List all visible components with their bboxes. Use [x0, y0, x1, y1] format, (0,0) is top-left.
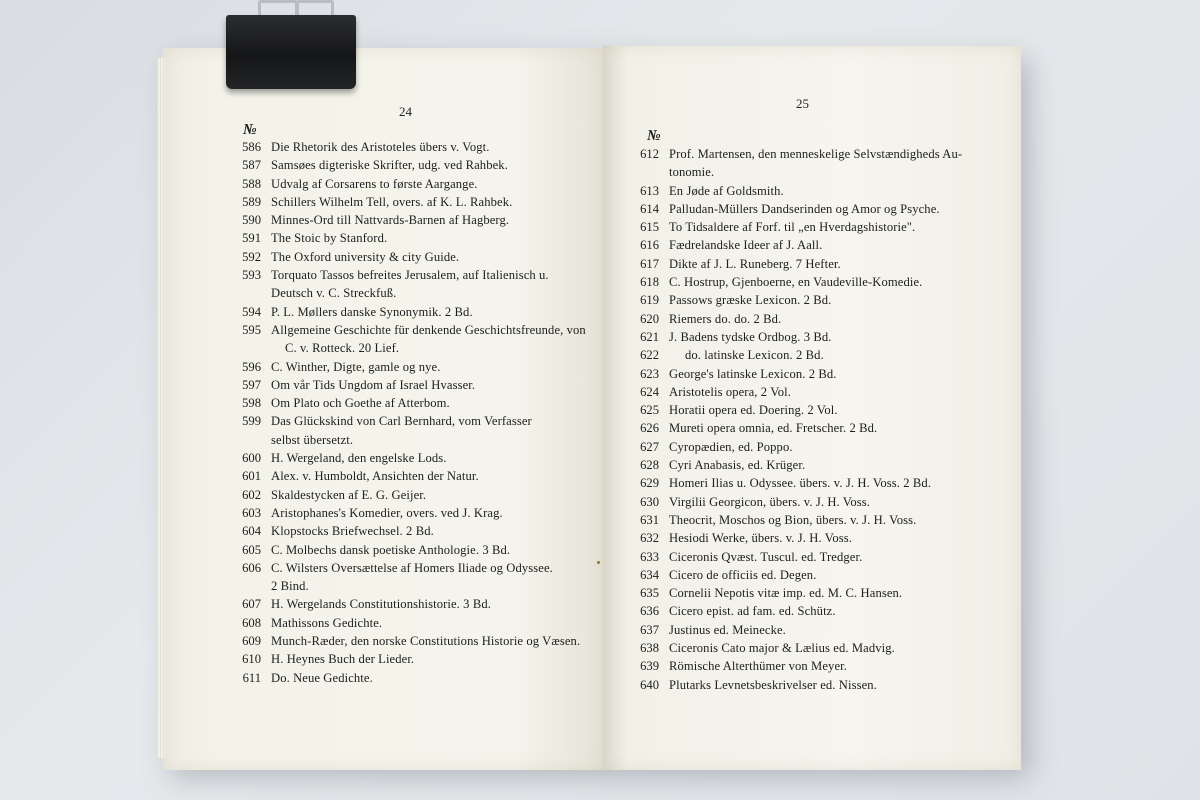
- catalog-entry: [235, 177, 595, 195]
- entry-title: Ciceronis Cato major & Lælius ed. Madvig.: [669, 641, 895, 656]
- entry-title: Mathissons Gedichte.: [271, 615, 383, 630]
- entry-title: do. latinske Lexicon. 2 Bd.: [685, 348, 824, 363]
- entry-number: 609: [242, 634, 261, 649]
- catalog-entry: [235, 561, 595, 579]
- left-entry-list: [235, 140, 595, 689]
- entry-number: 638: [640, 641, 659, 656]
- entry-number: 615: [640, 220, 659, 235]
- entry-title: Cyropædien, ed. Poppo.: [669, 439, 793, 454]
- entry-number: 588: [242, 176, 261, 191]
- entry-number: 586: [242, 140, 261, 154]
- catalog-entry: [633, 184, 1013, 202]
- entry-title: Dikte af J. L. Runeberg. 7 Hefter.: [669, 256, 841, 271]
- entry-number: 629: [640, 476, 659, 491]
- catalog-entry: [235, 341, 595, 359]
- entry-title: Schillers Wilhelm Tell, overs. af K. L. Rahbek.: [271, 194, 513, 209]
- entry-title: 2 Bind.: [271, 579, 309, 594]
- binder-clip: [226, 15, 356, 89]
- entry-number: 603: [242, 505, 261, 520]
- entry-number: 625: [640, 403, 659, 418]
- catalog-entry: [633, 568, 1013, 586]
- entry-number: 626: [640, 421, 659, 436]
- catalog-entry: [633, 275, 1013, 293]
- entry-title: Palludan-Müllers Dandserinden og Amor og Psyche.: [669, 201, 940, 216]
- entry-number: 610: [242, 652, 261, 667]
- entry-number: 612: [640, 147, 659, 161]
- entry-title: H. Wergeland, den engelske Lods.: [271, 451, 447, 466]
- entry-title: Skaldestycken af E. G. Geijer.: [271, 487, 427, 502]
- entry-title: Riemers do. do. 2 Bd.: [669, 311, 782, 326]
- entry-title: Cornelii Nepotis vitæ imp. ed. M. C. Hansen.: [669, 586, 903, 601]
- catalog-entry: [633, 531, 1013, 549]
- catalog-entry: [633, 678, 1013, 696]
- entry-title: J. Badens tydske Ordbog. 3 Bd.: [669, 329, 832, 344]
- entry-title: The Oxford university & city Guide.: [271, 249, 460, 264]
- entry-number: 616: [640, 238, 659, 253]
- entry-number: 605: [242, 542, 261, 557]
- catalog-entry: [633, 458, 1013, 476]
- catalog-entry: [633, 348, 1013, 366]
- catalog-entry: [633, 604, 1013, 622]
- entry-number: 617: [640, 256, 659, 271]
- catalog-entry: [235, 250, 595, 268]
- catalog-entry: [633, 495, 1013, 513]
- entry-number: 604: [242, 524, 261, 539]
- entry-title: tonomie.: [669, 165, 715, 180]
- catalog-entry: [235, 597, 595, 615]
- entry-number: 640: [640, 677, 659, 692]
- entry-number: 623: [640, 366, 659, 381]
- entry-title: H. Heynes Buch der Lieder.: [271, 652, 415, 667]
- entry-number: 634: [640, 567, 659, 582]
- catalog-entry: [235, 414, 595, 432]
- entry-title: Virgilii Georgicon, übers. v. J. H. Voss.: [669, 494, 870, 509]
- entry-number: 594: [242, 304, 261, 319]
- entry-number: 593: [242, 268, 261, 283]
- entry-number: 628: [640, 458, 659, 473]
- entry-number: 601: [242, 469, 261, 484]
- catalog-entry: [235, 231, 595, 249]
- entry-title: Justinus ed. Meinecke.: [669, 622, 786, 637]
- catalog-entry: [235, 158, 595, 176]
- catalog-entry: [633, 641, 1013, 659]
- catalog-entry: [633, 550, 1013, 568]
- entry-title: C. v. Rotteck. 20 Lief.: [285, 341, 400, 356]
- entry-title: Alex. v. Humboldt, Ansichten der Natur.: [271, 469, 479, 484]
- entry-number: 620: [640, 311, 659, 326]
- entry-number: 587: [242, 158, 261, 173]
- catalog-entry: [633, 586, 1013, 604]
- entry-number: 614: [640, 201, 659, 216]
- entry-title: Cicero de officiis ed. Degen.: [669, 567, 817, 582]
- entry-number: 637: [640, 622, 659, 637]
- entry-title: Homeri Ilias u. Odyssee. übers. v. J. H. Voss. 2 Bd.: [669, 476, 932, 491]
- entry-number: 619: [640, 293, 659, 308]
- entry-title: The Stoic by Stanford.: [271, 231, 388, 246]
- catalog-entry: [633, 403, 1013, 421]
- catalog-entry: [235, 140, 595, 158]
- right-number-sign: №: [647, 128, 661, 144]
- entry-title: En Jøde af Goldsmith.: [669, 183, 784, 198]
- catalog-entry: [235, 195, 595, 213]
- catalog-entry: [633, 476, 1013, 494]
- entry-title: Torquato Tassos befreites Jerusalem, auf Italienisch u.: [271, 268, 549, 283]
- left-page-number: 24: [399, 104, 412, 119]
- catalog-entry: [235, 433, 595, 451]
- entry-number: 627: [640, 439, 659, 454]
- entry-title: Römische Alterthümer von Meyer.: [669, 659, 847, 674]
- entry-title: Cicero epist. ad fam. ed. Schütz.: [669, 604, 836, 619]
- catalog-entry: [235, 488, 595, 506]
- entry-number: 597: [242, 377, 261, 392]
- entry-title: Mureti opera omnia, ed. Fretscher. 2 Bd.: [669, 421, 878, 436]
- catalog-entry: [235, 286, 595, 304]
- entry-number: 613: [640, 183, 659, 198]
- entry-number: 598: [242, 396, 261, 411]
- catalog-entry: [235, 469, 595, 487]
- entry-number: 595: [242, 322, 261, 337]
- entry-number: 631: [640, 512, 659, 527]
- catalog-entry: [633, 440, 1013, 458]
- entry-title: Das Glückskind von Carl Bernhard, vom Verfasser: [271, 414, 532, 429]
- catalog-entry: [633, 513, 1013, 531]
- entry-title: Horatii opera ed. Doering. 2 Vol.: [669, 403, 838, 418]
- catalog-entry: [633, 293, 1013, 311]
- entry-title: Do. Neue Gedichte.: [271, 670, 373, 685]
- entry-title: Hesiodi Werke, übers. v. J. H. Voss.: [669, 531, 852, 546]
- catalog-entry: [235, 213, 595, 231]
- entry-number: 592: [242, 249, 261, 264]
- entry-title: To Tidsaldere af Forf. til „en Hverdagshistorie".: [669, 220, 916, 235]
- entry-title: C. Winther, Digte, gamle og nye.: [271, 359, 441, 374]
- catalog-entry: [633, 385, 1013, 403]
- catalog-entry: [633, 257, 1013, 275]
- entry-title: Aristophanes's Komedier, overs. ved J. Krag.: [271, 505, 503, 520]
- right-page: [603, 46, 1021, 770]
- catalog-entry: [235, 671, 595, 689]
- entry-number: 635: [640, 586, 659, 601]
- entry-title: C. Hostrup, Gjenboerne, en Vaudeville-Komedie.: [669, 275, 923, 290]
- catalog-entry: [633, 367, 1013, 385]
- entry-title: George's latinske Lexicon. 2 Bd.: [669, 366, 837, 381]
- entry-title: P. L. Møllers danske Synonymik. 2 Bd.: [271, 304, 473, 319]
- entry-number: 618: [640, 275, 659, 290]
- entry-title: C. Molbechs dansk poetiske Anthologie. 3 Bd.: [271, 542, 511, 557]
- catalog-entry: [633, 238, 1013, 256]
- entry-number: 622: [640, 348, 659, 363]
- catalog-entry: [235, 305, 595, 323]
- catalog-entry: [235, 396, 595, 414]
- entry-title: selbst übersetzt.: [271, 432, 354, 447]
- catalog-entry: [633, 330, 1013, 348]
- entry-title: Fædrelandske Ideer af J. Aall.: [669, 238, 823, 253]
- entry-number: 589: [242, 194, 261, 209]
- catalog-entry: [235, 378, 595, 396]
- entry-title: Cyri Anabasis, ed. Krüger.: [669, 458, 806, 473]
- entry-number: 632: [640, 531, 659, 546]
- entry-number: 621: [640, 329, 659, 344]
- catalog-entry: [235, 323, 595, 341]
- catalog-entry: [633, 659, 1013, 677]
- entry-number: 636: [640, 604, 659, 619]
- entry-number: 602: [242, 487, 261, 502]
- catalog-entry: [633, 202, 1013, 220]
- catalog-entry: [235, 616, 595, 634]
- entry-title: Plutarks Levnetsbeskrivelser ed. Nissen.: [669, 677, 877, 692]
- entry-title: Passows græske Lexicon. 2 Bd.: [669, 293, 832, 308]
- catalog-entry: [235, 506, 595, 524]
- entry-title: Allgemeine Geschichte für denkende Geschichtsfreunde, von: [271, 322, 586, 337]
- entry-title: Aristotelis opera, 2 Vol.: [669, 384, 792, 399]
- entry-number: 633: [640, 549, 659, 564]
- binding-mark: [597, 561, 600, 564]
- entry-title: Minnes-Ord till Nattvards-Barnen af Hagberg.: [271, 213, 510, 228]
- catalog-entry: [235, 543, 595, 561]
- entry-title: Prof. Martensen, den menneskelige Selvstændigheds Au-: [669, 147, 963, 161]
- catalog-entry: [235, 360, 595, 378]
- entry-title: Munch-Ræder, den norske Constitutions Historie og Væsen.: [271, 634, 581, 649]
- catalog-entry: [235, 579, 595, 597]
- catalog-entry: [235, 652, 595, 670]
- entry-number: 590: [242, 213, 261, 228]
- entry-title: H. Wergelands Constitutionshistorie. 3 Bd.: [271, 597, 491, 612]
- entry-number: 599: [242, 414, 261, 429]
- left-page: [163, 48, 603, 770]
- entry-number: 639: [640, 659, 659, 674]
- entry-title: Om Plato och Goethe af Atterbom.: [271, 396, 450, 411]
- catalog-entry: [235, 634, 595, 652]
- entry-title: Klopstocks Briefwechsel. 2 Bd.: [271, 524, 434, 539]
- catalog-entry: [633, 421, 1013, 439]
- entry-title: Deutsch v. C. Streckfuß.: [271, 286, 397, 301]
- catalog-entry: [633, 623, 1013, 641]
- catalog-entry: [633, 147, 1013, 165]
- entry-number: 607: [242, 597, 261, 612]
- entry-title: Udvalg af Corsarens to første Aargange.: [271, 176, 478, 191]
- catalog-entry: [633, 220, 1013, 238]
- catalog-entry: [633, 312, 1013, 330]
- entry-number: 630: [640, 494, 659, 509]
- catalog-entry: [633, 165, 1013, 183]
- entry-title: C. Wilsters Oversættelse af Homers Iliade og Odyssee.: [271, 560, 553, 575]
- entry-number: 611: [242, 670, 261, 685]
- entry-number: 606: [242, 560, 261, 575]
- right-page-number: 25: [796, 96, 809, 111]
- entry-number: 624: [640, 384, 659, 399]
- entry-title: Ciceronis Qvæst. Tuscul. ed. Tredger.: [669, 549, 863, 564]
- catalog-entry: [235, 524, 595, 542]
- entry-number: 591: [242, 231, 261, 246]
- entry-title: Die Rhetorik des Aristoteles übers v. Vogt.: [271, 140, 490, 154]
- entry-number: 600: [242, 451, 261, 466]
- entry-number: 608: [242, 615, 261, 630]
- entry-title: Theocrit, Moschos og Bion, übers. v. J. H. Voss.: [669, 512, 917, 527]
- entry-title: Samsøes digteriske Skrifter, udg. ved Rahbek.: [271, 158, 508, 173]
- catalog-entry: [235, 268, 595, 286]
- entry-title: Om vår Tids Ungdom af Israel Hvasser.: [271, 377, 476, 392]
- left-number-sign: №: [243, 122, 257, 138]
- right-entry-list: [633, 147, 1013, 696]
- entry-number: 596: [242, 359, 261, 374]
- catalog-entry: [235, 451, 595, 469]
